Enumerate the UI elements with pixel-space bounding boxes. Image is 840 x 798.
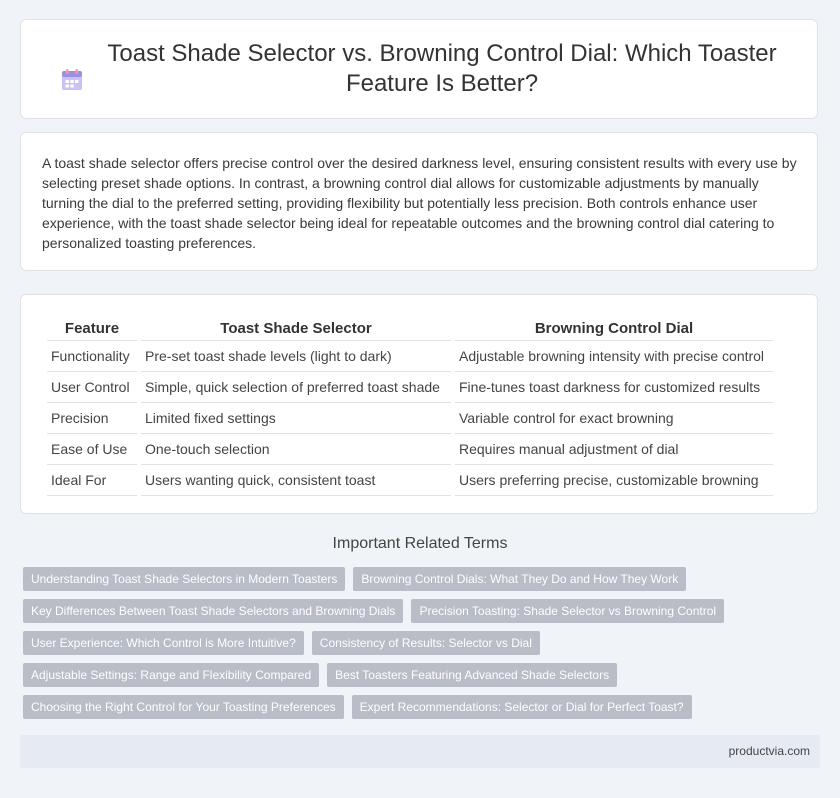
table-cell: Adjustable browning intensity with precise control — [455, 341, 773, 372]
related-term-link[interactable]: Understanding Toast Shade Selectors in Modern Toasters — [23, 567, 345, 591]
table-cell: User Control — [47, 372, 137, 403]
table-cell: Ease of Use — [47, 434, 137, 465]
related-term-link[interactable]: Choosing the Right Control for Your Toasting Preferences — [23, 695, 344, 719]
table-row — [47, 372, 773, 403]
related-term-link[interactable]: Browning Control Dials: What They Do and How They Work — [353, 567, 686, 591]
comparison-table — [43, 314, 777, 496]
table-cell: Simple, quick selection of preferred toast shade — [141, 372, 451, 403]
tag-row — [23, 663, 823, 687]
title-card — [20, 19, 818, 119]
table-cell: Pre-set toast shade levels (light to dark) — [141, 341, 451, 372]
table-cell: Fine-tunes toast darkness for customized results — [455, 372, 773, 403]
related-term-link[interactable]: Consistency of Results: Selector vs Dial — [312, 631, 540, 655]
table-cell: Functionality — [47, 341, 137, 372]
related-term-link[interactable]: Precision Toasting: Shade Selector vs Browning Control — [411, 599, 724, 623]
title-wrap — [59, 39, 779, 99]
related-term-link[interactable]: Best Toasters Featuring Advanced Shade Selectors — [327, 663, 617, 687]
related-terms-heading: Important Related Terms — [332, 535, 508, 552]
table-row — [47, 341, 773, 372]
related-term-link[interactable]: Adjustable Settings: Range and Flexibility Compared — [23, 663, 319, 687]
table-cell: Precision — [47, 403, 137, 434]
tag-row — [23, 567, 823, 591]
related-term-link[interactable]: Expert Recommendations: Selector or Dial for Perfect Toast? — [352, 695, 692, 719]
related-term-link[interactable]: User Experience: Which Control is More Intuitive? — [23, 631, 304, 655]
table-row — [47, 403, 773, 434]
table-cell: Users wanting quick, consistent toast — [141, 465, 451, 496]
table-cell: Limited fixed settings — [141, 403, 451, 434]
tag-row — [23, 599, 823, 623]
related-terms-list — [23, 567, 823, 727]
related-term-link[interactable]: Key Differences Between Toast Shade Selectors and Browning Dials — [23, 599, 403, 623]
table-header-row — [47, 314, 773, 341]
table-row — [47, 465, 773, 496]
summary-text: A toast shade selector offers precise control over the desired darkness level, ensuring consistent results with every use by selecting preset shade options. In contrast, a browning control dial allows for customizable adjustments by manually turning the dial to the preferred setting, providing flexibility but potentially less precision. Both controls enhance user experience, with the toast shade selector being ideal for repeatable outcomes and the browning control dial catering to personalized toasting preferences. — [42, 155, 797, 251]
footer — [20, 735, 820, 768]
comparison-card — [20, 294, 818, 514]
header-shade-selector: Toast Shade Selector — [141, 314, 451, 341]
header-browning-dial: Browning Control Dial — [455, 314, 773, 341]
table-cell: Users preferring precise, customizable browning — [455, 465, 773, 496]
footer-site-link[interactable]: productvia.com — [728, 744, 810, 758]
page-title: Toast Shade Selector vs. Browning Control Dial: Which Toaster Feature Is Better? — [107, 40, 777, 97]
header-feature: Feature — [47, 314, 137, 341]
table-cell: Requires manual adjustment of dial — [455, 434, 773, 465]
table-cell: Variable control for exact browning — [455, 403, 773, 434]
table-row — [47, 434, 773, 465]
summary-card — [20, 132, 818, 271]
tag-row — [23, 631, 823, 655]
calendar-icon — [59, 67, 85, 93]
table-cell: One-touch selection — [141, 434, 451, 465]
tag-row — [23, 695, 823, 719]
table-cell: Ideal For — [47, 465, 137, 496]
